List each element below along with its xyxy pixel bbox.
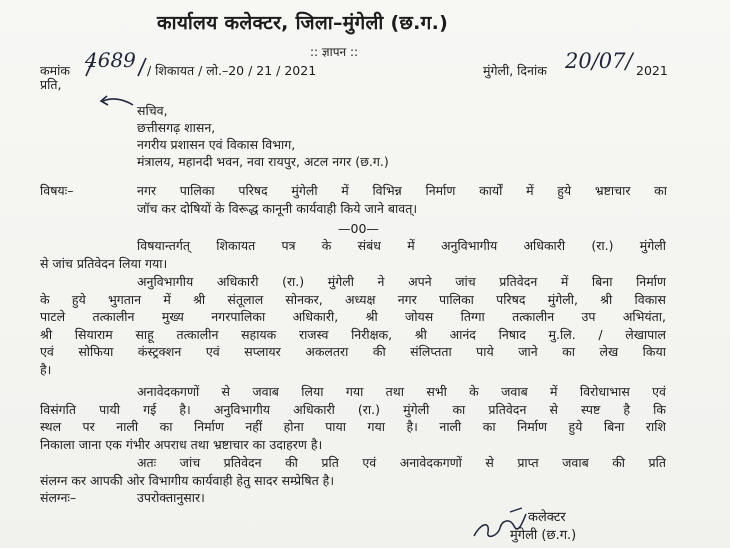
reference-text: / शिकायत / लो.–20 / 21 / 2021 <box>147 63 317 78</box>
enclosure-label: संलग्नः– <box>40 490 77 505</box>
recipient-line-1: सचिव, <box>137 103 168 118</box>
recipient-line-4: मंत्रालय, महानदी भवन, नवा रायपुर, अटल नगर (छ.ग.) <box>137 154 389 169</box>
subject-line-1: नगर पालिका परिषद मुंगेली में विभिन्न निर्माण कार्यों में हुये भ्रष्टाचार का <box>137 183 667 198</box>
kramank-label: कमांक <box>40 63 70 78</box>
handwritten-slash-marks <box>80 56 150 78</box>
signature-designation: कलेक्टर <box>528 510 566 525</box>
paragraph-3 <box>40 383 666 453</box>
para2-line-4: श्री सियाराम साहू तत्कालीन सहायक राजस्व निरीक्षक, श्री आनंद निषाद मु.लि. / लेखापाल <box>40 326 666 342</box>
para2-line-2: के हुये भुगतान में श्री संतूलाल सोनकर, अध्यक्ष नगर पालिका परिषद मुंगेली, श्री विकास <box>40 291 666 307</box>
recipient-line-3: नगरीय प्रशासन एवं विकास विभाग, <box>137 137 296 152</box>
subject-line-2: जॉच कर दोषियों के विरूद्ध कानूनी कार्यवाही किये जाने बावत्। <box>137 200 418 216</box>
enclosure-value: उपरोक्तानुसार। <box>137 490 205 505</box>
paragraph-4 <box>40 454 666 489</box>
subject-text <box>137 182 667 217</box>
para3-line-4: निकाला जाना एक गंभीर अपराध तथा भ्रष्टाचार का उदाहरण है। <box>40 436 323 452</box>
place-date-label: मुंगेली, दिनांक <box>483 63 547 78</box>
paragraph-2 <box>40 273 666 378</box>
para2-line-5: एवं सोफिया कंस्ट्रक्शन एवं सप्लायर अकलतरा की संलिप्तता पाये जाने का लेख किया <box>40 344 666 359</box>
recipient-line-2: छत्तीसगढ़ शासन, <box>137 120 216 135</box>
handwritten-arrow-icon <box>97 93 137 115</box>
handwritten-date: 20/07/ <box>565 49 633 73</box>
para3-line-1: अनावेदकगणों से जवाब लिया गया तथा सभी के जवाब में विरोधाभास एवं <box>137 384 666 399</box>
para3-line-2: विसंगति पायी गई है। अनुविभागीय अधिकारी (रा.) मुंगेली का प्रतिवेदन से स्पष्ट है कि <box>40 401 666 417</box>
para3-line-3: स्थल पर नाली का निर्माण नहीं होना पाया गया है। नाली का निर्माण हुये बिना राशि <box>40 419 666 434</box>
paragraph-1 <box>40 237 666 272</box>
para1-line-2: से जांच प्रतिवेदन लिया गया। <box>40 255 168 271</box>
subject-separator: —00— <box>338 221 379 236</box>
memo-heading: :: ज्ञापन :: <box>310 45 359 59</box>
office-title: कार्यालय कलेक्टर, जिला–मुंगेली (छ.ग.) <box>157 12 449 34</box>
date-year: 2021 <box>636 63 668 78</box>
para2-line-3: पाटले तत्कालीन मुख्य नगरपालिका अधिकारी, श्री जोयस तिग्गा तत्कालीन उप अभियंता, <box>40 309 666 324</box>
para4-line-1: अतः जांच प्रतिवेदन की प्रति एवं अनावेदकगणों से प्राप्त जवाब की प्रति <box>137 455 666 470</box>
para2-line-1: अनुविभागीय अधिकारी (रा.) मुंगेली ने अपने जांच प्रतिवेदन में बिना निर्माण <box>137 274 666 289</box>
handwritten-number: 4689 <box>85 48 136 72</box>
para4-line-2: संलग्न कर आपकी ओर विभागीय कार्यवाही हेतु सादर सम्प्रेषित है। <box>40 472 335 488</box>
para1-line-1: विषयान्तर्गत् शिकायत पत्र के संबंध में अनुविभागीय अधिकारी (रा.) मुंगेली <box>137 238 666 253</box>
prati-label: प्रति, <box>40 77 62 92</box>
para2-line-6: है। <box>40 361 52 377</box>
signature-place: मुंगेली (छ.ग.) <box>510 528 577 543</box>
subject-label: विषयः– <box>40 183 74 198</box>
